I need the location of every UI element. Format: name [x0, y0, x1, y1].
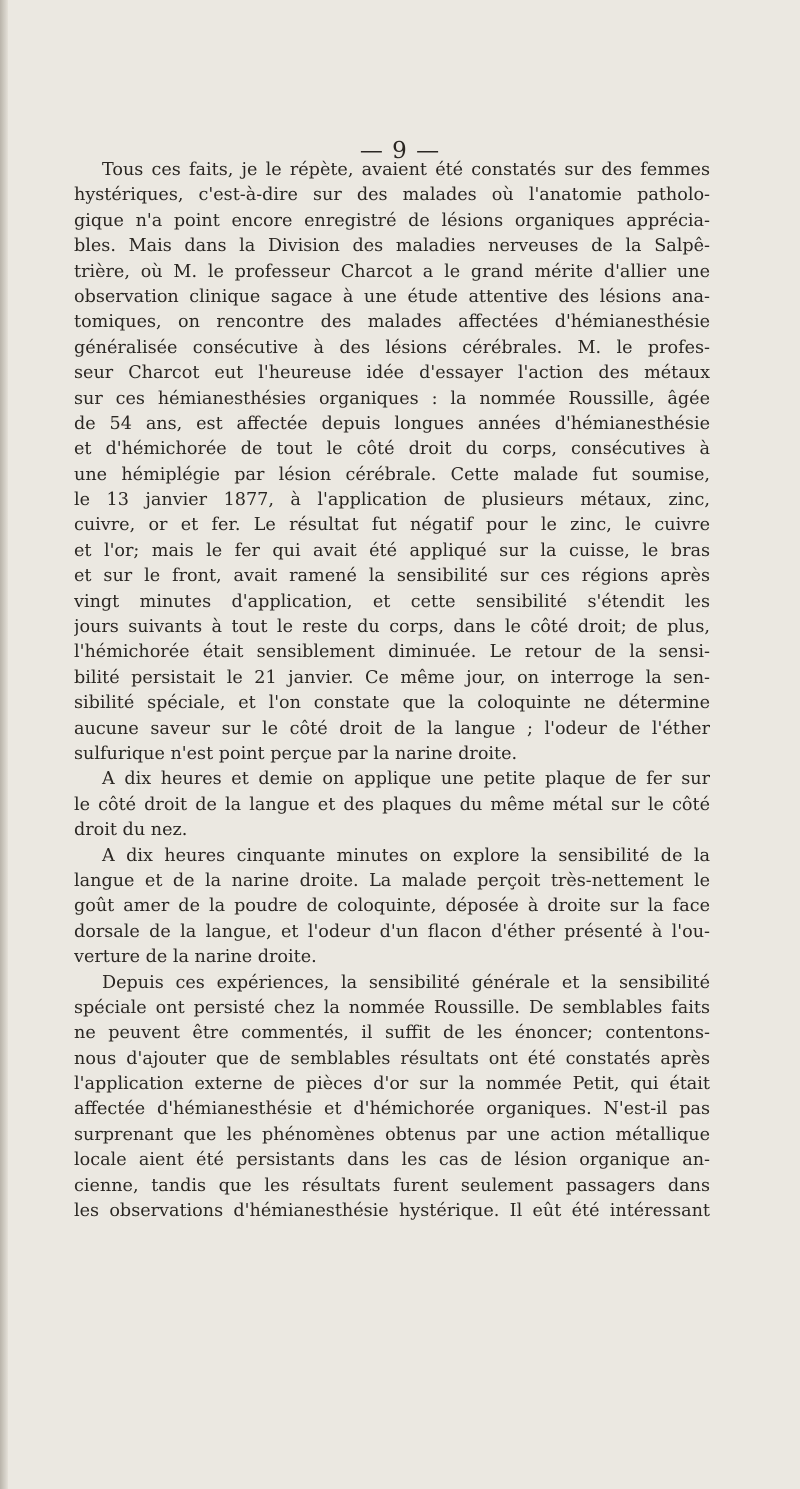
text-line: vingt minutes d'application, et cette sensibilité s'étendit les [74, 591, 710, 612]
text-line: gique n'a point encore enregistré de lésions organiques apprécia- [74, 210, 710, 231]
text-line: l'application externe de pièces d'or sur la nommée Petit, qui était [74, 1074, 710, 1095]
text-line: spéciale ont persisté chez la nommée Roussille. De semblables faits [74, 997, 710, 1018]
text-line: droit du nez. [74, 820, 188, 841]
text-line: seur Charcot eut l'heureuse idée d'essayer l'action des métaux [74, 363, 710, 384]
body-text [74, 158, 710, 1224]
text-line: goût amer de la poudre de coloquinte, déposée à droite sur la face [74, 896, 710, 917]
text-line: locale aient été persistants dans les cas de lésion organique an- [74, 1150, 710, 1171]
text-line: hystériques, c'est-à-dire sur des malades où l'anatomie patholo- [74, 185, 710, 206]
text-line: le côté droit de la langue et des plaques du même métal sur le côté [74, 794, 710, 815]
text-line: cienne, tandis que les résultats furent seulement passagers dans [74, 1175, 710, 1196]
text-line: bles. Mais dans la Division des maladies nerveuses de la Salpê- [74, 236, 710, 257]
text-line: A dix heures cinquante minutes on explore la sensibilité de la [102, 845, 710, 866]
text-line: généralisée consécutive à des lésions cérébrales. M. le profes- [74, 337, 710, 358]
text-line: les observations d'hémianesthésie hystérique. Il eût été intéressant [74, 1201, 710, 1222]
text-line: bilité persistait le 21 janvier. Ce même jour, on interroge la sen- [74, 667, 710, 688]
text-line: langue et de la narine droite. La malade perçoit très-nettement le [74, 870, 710, 891]
text-line: ne peuvent être commentés, il suffit de les énoncer; contentons- [74, 1023, 710, 1044]
text-line: le 13 janvier 1877, à l'application de plusieurs métaux, zinc, [74, 490, 710, 511]
text-line: nous d'ajouter que de semblables résultats ont été constatés après [74, 1048, 710, 1069]
page-number: — 9 — [359, 138, 441, 164]
text-line: affectée d'hémianesthésie et d'hémichorée organiques. N'est-il pas [74, 1099, 710, 1120]
text-line: aucune saveur sur le côté droit de la langue ; l'odeur de l'éther [74, 718, 710, 739]
text-line: sibilité spéciale, et l'on constate que la coloquinte ne détermine [74, 693, 710, 714]
text-line: trière, où M. le professeur Charcot a le grand mérite d'allier une [74, 261, 710, 282]
text-line: et l'or; mais le fer qui avait été appliqué sur la cuisse, le bras [74, 540, 710, 561]
text-line: A dix heures et demie on applique une petite plaque de fer sur [102, 769, 710, 790]
text-line: cuivre, or et fer. Le résultat fut négatif pour le zinc, le cuivre [74, 515, 710, 536]
text-line: surprenant que les phénomènes obtenus par une action métallique [74, 1124, 710, 1145]
text-line: de 54 ans, est affectée depuis longues années d'hémianesthésie [74, 413, 710, 434]
text-line: une hémiplégie par lésion cérébrale. Cette malade fut soumise, [74, 464, 710, 485]
page-binding-edge [0, 0, 8, 1489]
text-line: tomiques, on rencontre des malades affectées d'hémianesthésie [74, 312, 710, 333]
text-line: Tous ces faits, je le répète, avaient été constatés sur des femmes [102, 160, 710, 180]
text-line: et d'hémichorée de tout le côté droit du corps, consécutives à [74, 439, 710, 460]
text-line: observation clinique sagace à une étude attentive des lésions ana- [74, 286, 710, 307]
text-line: verture de la narine droite. [74, 947, 317, 968]
text-line: jours suivants à tout le reste du corps, dans le côté droit; de plus, [74, 617, 710, 638]
text-line: Depuis ces expériences, la sensibilité générale et la sensibilité [102, 972, 710, 993]
text-line: et sur le front, avait ramené la sensibilité sur ces régions après [74, 566, 710, 587]
text-line: l'hémichorée était sensiblement diminuée. Le retour de la sensi- [74, 642, 710, 663]
text-line: sulfurique n'est point perçue par la narine droite. [74, 743, 518, 764]
text-line: dorsale de la langue, et l'odeur d'un flacon d'éther présenté à l'ou- [74, 921, 710, 942]
text-line: sur ces hémianesthésies organiques : la nommée Roussille, âgée [74, 388, 710, 409]
